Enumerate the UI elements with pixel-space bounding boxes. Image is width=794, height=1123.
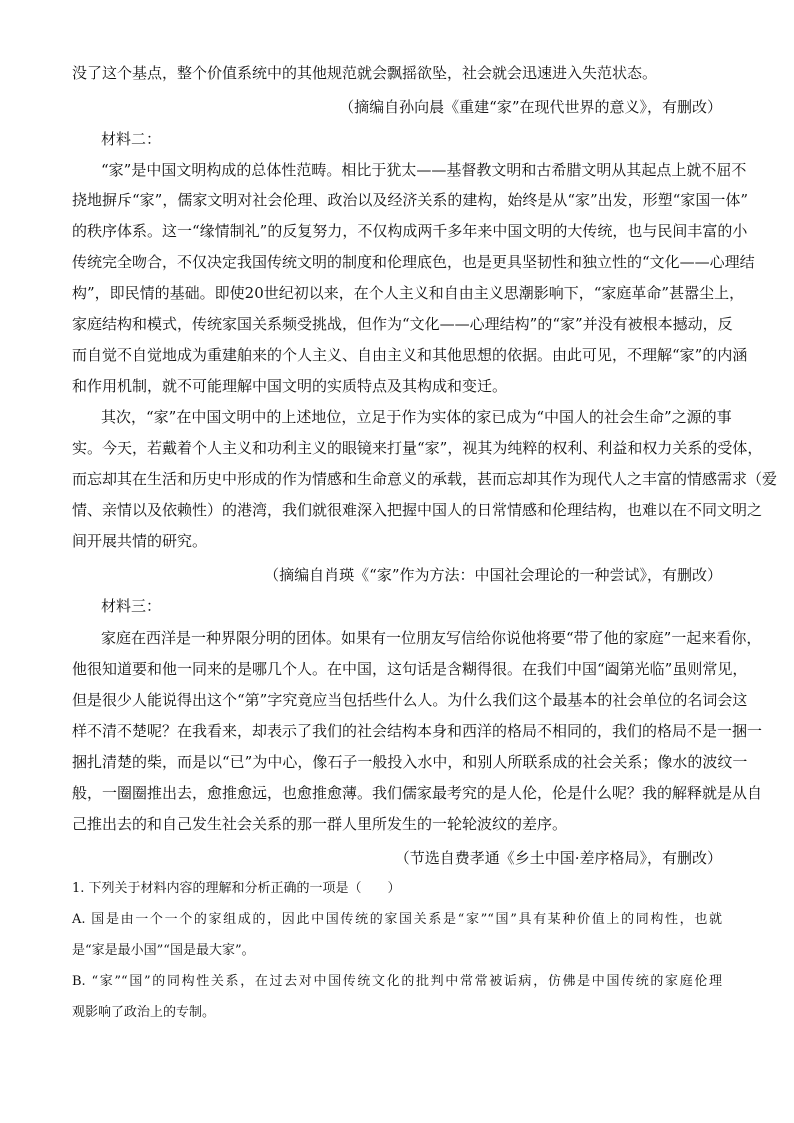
source-citation: （摘编自孙向晨《重建“家”在现代世界的意义》，有删改） [339,98,722,116]
option-a-line: 是“家是最小国”“国是最大家”。 [72,943,255,958]
question-stem: 1. 下列关于材料内容的理解和分析正确的一项是（ ） [72,881,401,896]
text-line: 间开展共情的研究。 [72,532,208,550]
text-line: 其次，“家”在中国文明中的上述地位，立足于作为实体的家已成为“中国人的社会生命”之源的事 [101,408,732,426]
text-line: “家”是中国文明构成的总体性范畴。相比于犹太——基督教文明和古希腊文明从其起点上就不屈不 [101,161,747,179]
text-line: 家庭在西洋是一种界限分明的团体。如果有一位朋友写信给你说他将要“带了他的家庭”一起来看你， [101,629,762,647]
text-line: 般，一圈圈推出去，愈推愈远，也愈推愈薄。我们儒家最考究的是人伦，伦是什么呢？我的解释就是从自 [72,784,763,802]
text-line: 传统完全吻合，不仅决定我国传统文明的制度和伦理底色，也是更具坚韧性和独立性的“文化——心理结 [72,253,755,271]
text-line: 他很知道要和他一同来的是哪几个人。在中国，这句话是含糊得很。在我们中国“阖第光临”虽则常见， [72,660,748,678]
text-line: 但是很少人能说得出这个“第”字究竟应当包括些什么人。为什么我们这个最基本的社会单位的名词会这 [72,691,748,709]
option-b-line: B. “家”“国”的同构性关系，在过去对中国传统文化的批判中常常被诟病，仿佛是中国传统的家庭伦理 [72,974,722,989]
text-line: 样不清不楚呢？在我看来，却表示了我们的社会结构本身和西洋的格局不相同的，我们的格局不是一捆一 [72,722,763,740]
text-line: 的秩序体系。这一“缘情制礼”的反复努力，不仅构成两千多年来中国文明的大传统，也与民间丰富的小 [72,222,748,240]
section-heading: 材料二： [101,130,162,148]
text-line: 情、亲情以及依赖性）的港湾，我们就很难深入把握中国人的日常情感和伦理结构，也难以在不同文明之 [72,501,763,519]
text-line: 己推出去的和自己发生社会关系的那一群人里所发生的一轮轮波纹的差序。 [72,815,568,833]
text-line: 和作用机制，就不可能理解中国文明的实质特点及其构成和变迁。 [72,377,508,395]
text-line: 实。今天，若戴着个人主义和功利主义的眼镜来打量“家”，视其为纯粹的权利、利益和权力关系的受体， [72,439,763,457]
option-b-line: 观影响了政治上的专制。 [72,1005,216,1020]
text-line: 捆扎清楚的柴，而是以“已”为中心，像石子一般投入水中，和别人所联系成的社会关系；像水的波纹一 [72,753,748,771]
option-a-line: A. 国是由一个一个的家组成的，因此中国传统的家国关系是“家”“国”具有某种价值上的同构性，也就 [72,912,722,927]
text-line: 而自觉不自觉地成为重建舶来的个人主义、自由主义和其他思想的依据。由此可见，不理解“家”的内涵 [72,346,748,364]
text-line: 家庭结构和模式，传统家国关系频受挑战，但作为“文化——心理结构”的“家”并没有被根本撼动，反 [72,315,733,333]
text-line: 而忘却其在生活和历史中形成的作为情感和生命意义的承载，甚而忘却其作为现代人之丰富的情感需求（爱 [72,470,778,488]
text-line: 挠地摒斥“家”，儒家文明对社会伦理、政治以及经济关系的建构，始终是从“家”出发，形塑“家国一体” [72,191,749,209]
text-line: 构”，即民情的基础。即使20世纪初以来，在个人主义和自由主义思潮影响下，“家庭革命”甚嚣尘上， [72,284,745,302]
source-citation: （摘编自肖瑛《“家”作为方法：中国社会理论的一种尝试》，有删改） [264,566,722,584]
source-citation: （节选自费孝通《乡土中国·差序格局》，有删改） [394,849,722,867]
text-line: 没了这个基点，整个价值系统中的其他规范就会飘摇欲坠，社会就会迅速进入失范状态。 [72,64,658,82]
section-heading: 材料三： [101,597,162,615]
